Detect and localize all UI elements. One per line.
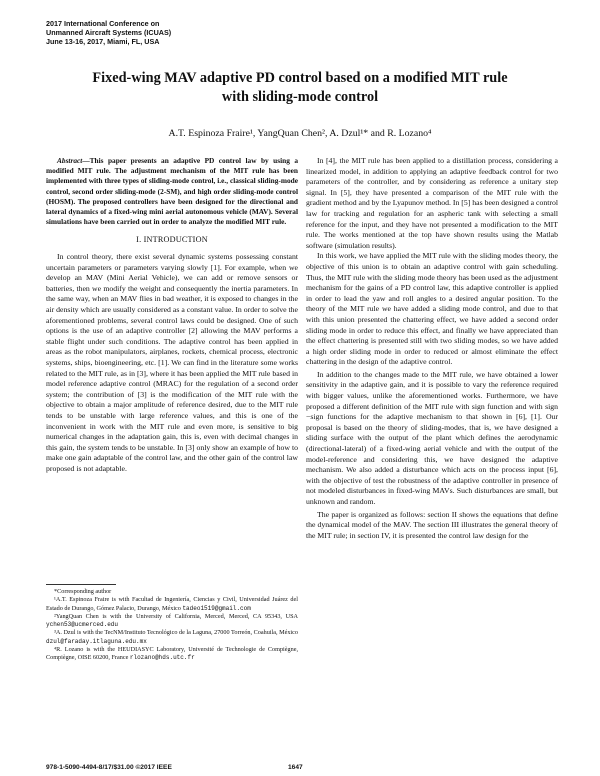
- footnote-author-4: [46, 646, 298, 663]
- footer-isbn: 978-1-5090-4494-8/17/$31.00 ©2017 IEEE: [46, 764, 172, 771]
- abstract: [46, 156, 298, 227]
- paper-title: [40, 69, 560, 107]
- right-paragraph-1: In [4], the MIT rule has been applied to a distillation process, considering a linearized model, in addition to applying an adaptive feedback control for two parameters of the controller, and by considering as reference a unitary step signal. In [5], they have presented a comparison of the MIT rule with the gradient method and by the Lyapunov method. In [5] has been designed a control law for tracking and regulation for an aspheric tank with selecting a small reference for the input, and they have not presented a modification to the MIT rule. The works mentioned at the top have shown results using the Matlab software (simulation results).: [306, 156, 558, 250]
- paper-title-line-2: with sliding-mode control: [221, 89, 379, 105]
- right-column: [306, 156, 558, 541]
- right-paragraph-4: The paper is organized as follows: section II shows the equations that define the dynamical model of the MAV. The section III illustrates the general theory of the MIT rule; in section IV, it is presented the control law design for the: [306, 509, 558, 540]
- abstract-text: —This paper presents an adaptive PD control law by using a modified MIT rule. The adjustment mechanism of the MIT rule has been implemented with three types of sliding-mode control, i.e., classical sliding-mode control, second order sliding-mode (2-SM), and high order sliding-mode control (HOSM). The proposed controllers have been designed for the directional and lateral dynamics of a fixed-wing mini aerial autonomous vehicle (MAV). Several simulations have been carried out in order to analyze the modified MIT rule.: [46, 156, 298, 227]
- footnote-author-1: [46, 596, 298, 613]
- footnote-author-1-text: ¹A.T. Espinoza Fraire is with Facultad de Ingeniería, Ciencias y Civil, Universidad Juárez del Estado de Durango, Gómez Palacio, Durango, México: [46, 596, 298, 612]
- author-list: A.T. Espinoza Fraire¹, YangQuan Chen², A. Dzul¹* and R. Lozano⁴: [168, 128, 432, 139]
- footnote-author-4-email[interactable]: rlozano@hds.utc.fr: [129, 654, 195, 662]
- footer-page-number: 1647: [288, 764, 303, 771]
- abstract-lead: Abstract: [57, 156, 83, 165]
- footnotes: [46, 584, 298, 663]
- conference-acronym-line: Unmanned Aircraft Systems (ICUAS): [46, 28, 172, 37]
- footnote-author-2-text: ²YangQuan Chen is with the University of California, Merced, Merced, CA 95343, USA: [54, 612, 298, 620]
- footnote-author-1-email[interactable]: tadeo1519@gmail.com: [182, 604, 251, 612]
- footnote-corresponding-author: *Corresponding author: [54, 588, 112, 595]
- footnote-author-2-email[interactable]: ychen53@ucmerced.edu: [46, 621, 119, 629]
- conference-header: [46, 19, 171, 46]
- conference-name-line: 2017 International Conference on: [46, 19, 160, 28]
- footnote-author-3-text: ³A. Dzul is with the TecNM/Instituto Tecnológico de la Laguna, 27000 Torreón, Coahuila, México: [54, 629, 298, 637]
- footnote-author-2: [46, 613, 298, 630]
- intro-paragraph-1: In control theory, there exist several dynamic systems possessing constant uncertain parameters or parameters varying slowly [1]. For example, when we develop an MAV (Mini Aerial Vehicle), we can add or remove sensors or batteries, then we modify the weight and consequently the inertia parameters. In the same way, when an MAV flies in bad weather, it is exposed to changes in the air density which are usually considered as a constant value. In order to solve the aforementioned problems, several control laws could be designed. One of such options is the use of an adaptive controller [2] allowing the MAV performs a stable flight under such conditions. The adaptive control has been applied in areas as the robot manipulators, airplanes, rockets, chemical process, electronic systems, ships, bioengineering, etc. [1]. We can find in the literature some works related to the MIT rule, as in [3], where it has been applied the MIT rule based in model reference adaptive control (MRAC) for the regulation of a second order system; the contribution of [3] is the modification of the MIT rule with the objective to obtain a major amplitude of reference desired, due to the MIT rule tends to be unstable with large reference values, and this is one of the inconvenient in work with the MIT rule and even more, is sensitive to big numerical changes in the adaptation gain, this is, even with decimal changes in this gain, the system tends to be unstable. In [3] only show an example of how to make one gain adaptable of the control law, and the other gain of the control law proposed is not adaptable.: [46, 252, 298, 473]
- footnote-author-3-email[interactable]: dzul@faraday.itlaguna.edu.mx: [46, 637, 147, 645]
- footnote-divider: [46, 584, 116, 585]
- left-column: [46, 156, 298, 474]
- conference-date-line: June 13-16, 2017, Miami, FL, USA: [46, 37, 160, 46]
- paper-title-line-1: Fixed-wing MAV adaptive PD control based on a modified MIT rule: [92, 70, 508, 86]
- right-paragraph-3: In addition to the changes made to the MIT rule, we have obtained a lower sensitivity in the adaptive gain, and it is possible to vary the reference required with bigger values, unlike the aforementioned works. Furthermore, we have proposed a different definition of the MIT rule with sign function and with sign −sign functions for the adaptive mechanism to that shown in [6], [1]. Our proposal is based on the theory of sliding-modes, that is, we have designed a sliding surface with the output of the plant which defines the aerodynamic (directional-lateral) of a fixed-wing aerial vehicle and with the output of the model-reference and considering this, we have designed the adaptive mechanism. We also added a disturbance which acts on the process input [6], with the objective of test the robustness of the adaptive controller in presence of not modeled disturbances in fixed-wing MAVs. Such disturbances are small, but unknown and random.: [306, 369, 558, 506]
- section-heading-introduction: I. INTRODUCTION: [136, 235, 208, 245]
- footnote-author-4-text: ⁴R. Lozano is with the HEUDIASYC Laboratory, Université de Technologie de Compiègne, Compiègne, OISE 60200, France: [46, 646, 298, 662]
- footnote-author-3: [46, 629, 298, 646]
- right-paragraph-2: In this work, we have applied the MIT rule with the sliding modes theory, the objective of this union is to obtain an adaptive control with gain scheduling. Thus, the MIT rule with the sliding mode theory has been used as the adjustment mechanism for the gains of a PD control law, this adaptive controller is applied in order to lead the yaw and roll angles to a desired angular position. To the theory of the MIT rule we have added a sliding mode control, and due to that with this union presented the chattering effect, we have added a second order sliding mode in order to reduce this effect, and finally we have appreciated than the effect chattering is presented still with two sliding modes, so we have added a high order sliding mode in order to reduced or almost eliminate the effect chattering in the design of the adaptive control.: [306, 251, 558, 367]
